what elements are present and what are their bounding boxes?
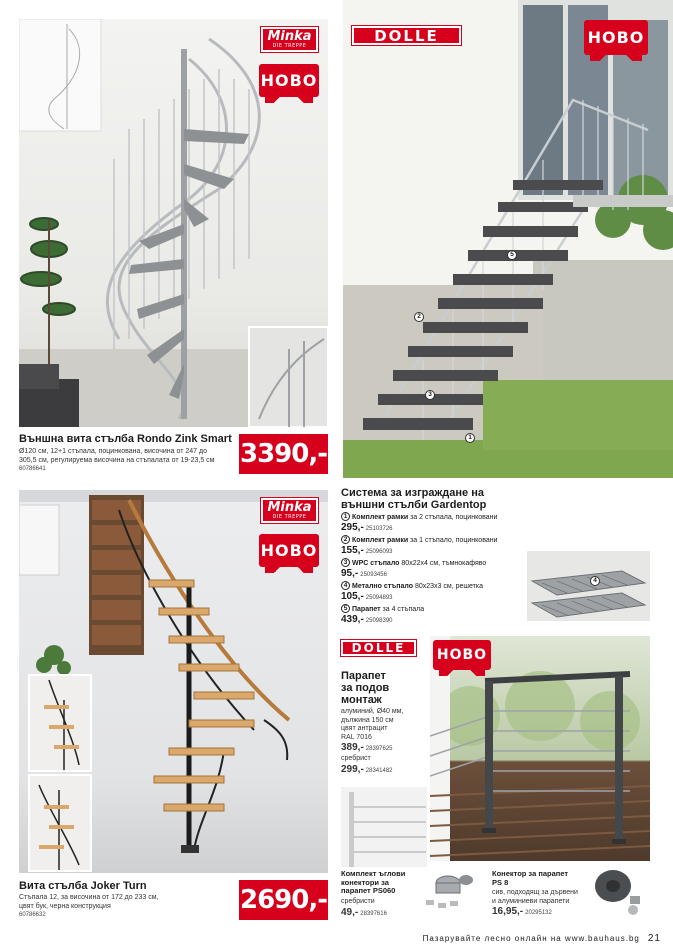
gardentop-item-4 (341, 581, 541, 591)
parapet-silver-illustration (341, 787, 427, 867)
rondo-price: 3390,- (239, 434, 328, 474)
item-number-3: 3 (341, 558, 350, 567)
parapet-title-line-2: за подов (341, 682, 390, 694)
item-name-3: WPC стъпало (352, 560, 400, 567)
ps8-title-line-1: Конектор за парапет (492, 869, 569, 878)
item-spec-4: 80x23x3 см, решетка (414, 583, 483, 590)
item-price-1: 295,- (341, 522, 364, 533)
parapet-price-1-row (341, 742, 431, 755)
ps8-illustration (588, 864, 648, 919)
joker-code: 60786632 (19, 912, 46, 918)
item-code-3: 25093456 (360, 572, 387, 578)
parapet-code-2: 28341482 (365, 767, 393, 774)
gardentop-title-line-2: външни стълби Gardentop (341, 499, 487, 511)
connectors-code: 28397616 (360, 910, 387, 917)
joker-description (19, 894, 229, 920)
parapet-code-1: 28397625 (365, 746, 393, 752)
item-number-1: 1 (341, 512, 350, 521)
parapet-title-line-1: Парапет (341, 670, 386, 682)
marker-3: 3 (425, 390, 435, 400)
marker-5: 5 (507, 250, 517, 260)
parapet-desc-5: сребрист (341, 755, 371, 762)
parapet-title (341, 670, 431, 706)
gardentop-item-5 (341, 604, 541, 614)
item-price-5: 439,- (341, 614, 364, 625)
connectors-desc: сребристи (341, 898, 375, 905)
ps8-description (492, 889, 602, 919)
connectors-title-line-1: Комплект ъглови (341, 869, 406, 878)
connectors-title-line-2: конектори за (341, 877, 389, 887)
gardentop-item-list (341, 512, 541, 627)
rondo-desc-line-2: 305,5 см, регулируема височина на стъпалата от 19-23,5 см (19, 456, 215, 464)
item-code-2: 25096093 (365, 549, 393, 555)
connectors-photo (418, 865, 478, 917)
metal-step-photo (527, 551, 650, 621)
parapet-title-line-3: монтаж (341, 694, 382, 706)
gardentop-item-2 (341, 535, 541, 545)
item-number-4: 4 (341, 581, 350, 590)
item-number-2: 2 (341, 535, 350, 544)
rondo-code: 60786641 (19, 466, 46, 472)
marker-4: 4 (590, 576, 600, 586)
gardentop-photo (343, 0, 673, 478)
minka-logo: Minka DIE TREPPE (261, 27, 318, 52)
page-number: 21 (647, 933, 661, 944)
gardentop-price-1 (341, 522, 541, 535)
gardentop-price-2 (341, 545, 541, 558)
item-spec-3: 80x22x4 см, тъмнокафяво (401, 560, 487, 567)
joker-price: 2690,- (239, 880, 328, 920)
parapet-desc-1: алуминий, Ø40 мм, (341, 708, 404, 715)
metal-step-illustration (527, 551, 650, 621)
connectors-illustration (418, 865, 478, 917)
gardentop-title (341, 487, 541, 511)
page-footer (0, 926, 673, 951)
new-badge-rondo: НОВО (259, 64, 319, 97)
item-name-1: Комплект рамки (352, 514, 409, 521)
ps8-photo (588, 864, 648, 919)
ps8-price-row (492, 906, 602, 919)
new-badge-gardentop: НОВО (584, 20, 648, 55)
ps8-desc-1: сив, подходящ за дървени (492, 889, 578, 896)
item-spec-1: за 2 стъпала, поцинковани (410, 514, 498, 521)
minka-logo-2: Minka DIE TREPPE (261, 498, 318, 523)
gardentop-price-4 (341, 591, 541, 604)
parapet-description (341, 708, 431, 777)
parapet-desc-4: RAL 7016 (341, 733, 372, 741)
joker-desc-line-2: цвят бук, черна конструкция (19, 902, 111, 910)
ps8-price: 16,95,- (492, 906, 524, 917)
connectors-price: 49,- (341, 906, 359, 918)
parapet-silver-photo (341, 787, 427, 867)
gardentop-item-3 (341, 558, 541, 568)
item-spec-5: за 4 стъпала (382, 606, 425, 613)
gardentop-title-line-1: Система за изграждане на (341, 487, 484, 499)
item-name-2: Комплект рамки (352, 537, 409, 544)
dolle-logo: DOLLE (352, 26, 461, 45)
gardentop-stair-illustration (343, 0, 673, 478)
parapet-price-2-row (341, 764, 431, 777)
parapet-desc-3: цвят антрацит (341, 725, 388, 732)
gardentop-price-3 (341, 568, 541, 581)
rondo-description (19, 448, 239, 474)
footer-text: Пазарувайте лесно онлайн на www.bauhaus.bg (422, 934, 640, 943)
item-price-4: 105,- (341, 591, 364, 602)
dolle-logo-2: DOLLE (341, 640, 416, 656)
gardentop-item-1 (341, 512, 541, 522)
marker-2: 2 (414, 312, 424, 322)
ps8-code: 20295132 (525, 910, 552, 916)
item-number-5: 5 (341, 604, 350, 613)
item-spec-2: за 1 стъпало, поцинковани (410, 537, 498, 544)
item-price-2: 155,- (341, 545, 364, 556)
joker-title: Вита стълба Joker Turn (19, 880, 147, 892)
item-name-4: Метално стъпало (352, 583, 414, 590)
new-badge-joker: НОВО (259, 534, 319, 567)
ps8-desc-2: и алуминиеви парапети (492, 897, 570, 905)
rondo-desc-line-1: Ø120 см, 12+1 стъпала, поцинкована, височина от 247 до (19, 448, 207, 455)
item-name-5: Парапет (352, 606, 381, 613)
joker-desc-line-1: Стъпала 12, за височина от 172 до 233 см, (19, 894, 159, 901)
item-price-3: 95,- (341, 568, 359, 579)
new-badge-parapet: НОВО (433, 640, 491, 670)
rondo-title: Външна вита стълба Rondo Zink Smart (19, 433, 232, 445)
ps8-title-line-2: PS 8 (492, 877, 509, 887)
parapet-desc-2: дължина 150 см (341, 716, 394, 724)
parapet-price-1: 389,- (341, 742, 364, 753)
marker-1: 1 (465, 433, 475, 443)
gardentop-price-5 (341, 614, 541, 627)
item-code-1: 25103726 (365, 526, 393, 532)
parapet-price-2: 299,- (341, 763, 364, 775)
ps8-title (492, 870, 592, 887)
connectors-title-line-3: парапет PS060 (341, 886, 396, 895)
item-code-4: 25094893 (365, 595, 393, 601)
item-code-5: 25098390 (365, 618, 393, 624)
